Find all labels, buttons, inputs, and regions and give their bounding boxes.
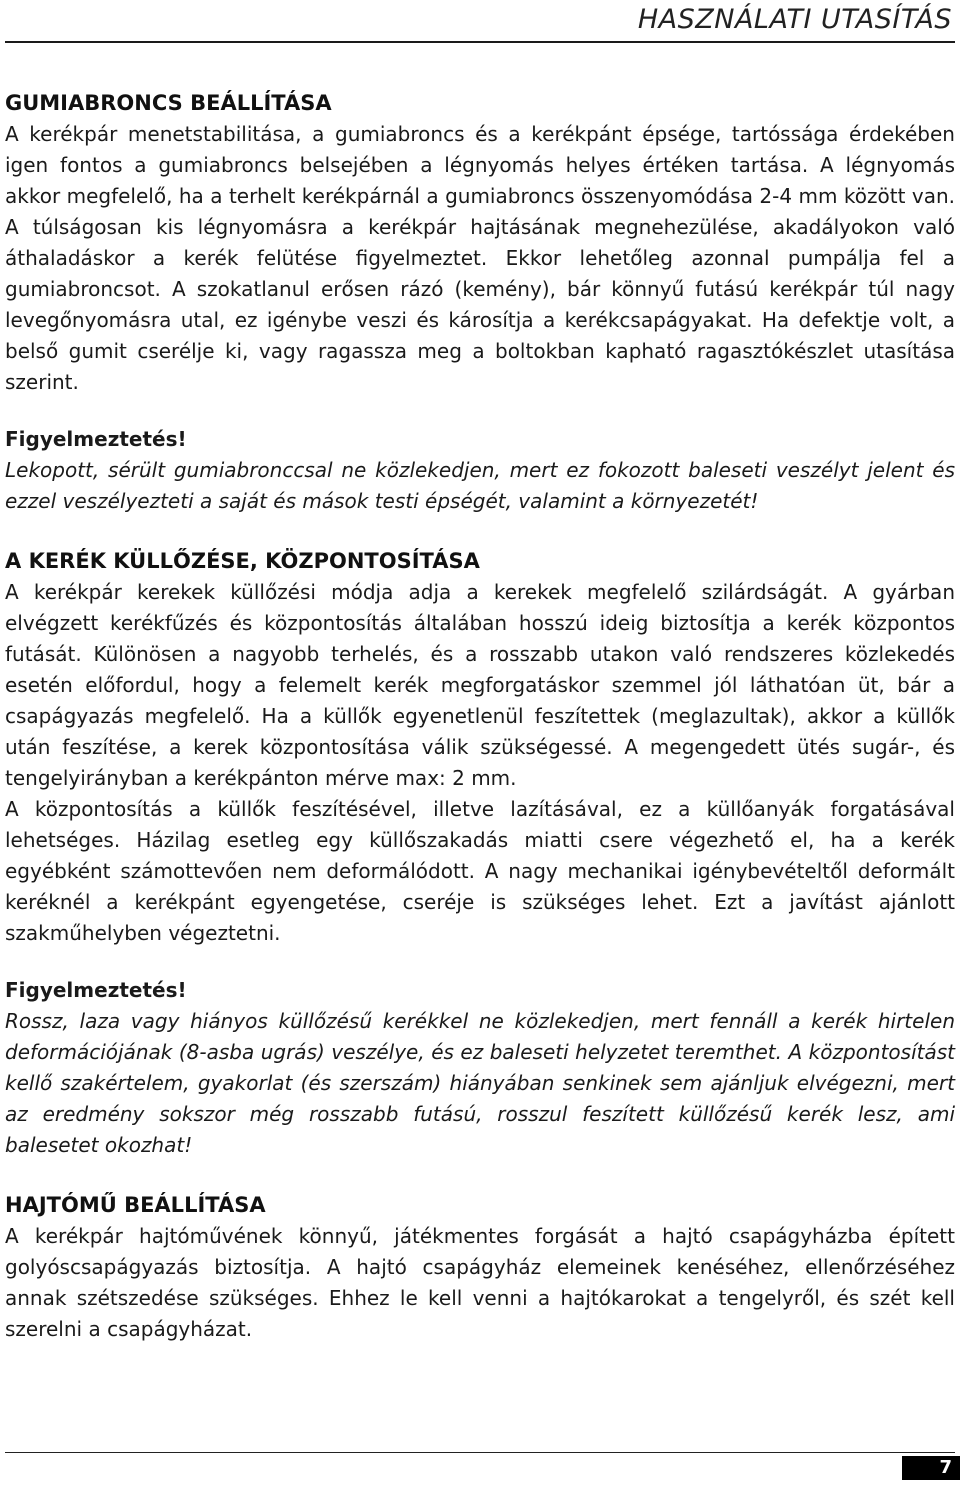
paragraph-tire: A kerékpár menetstabilitása, a gumiabroncs és a kerékpánt épsége, tartóssága érdekében igen fontos a gumiabroncs belsejében a légnyomás helyes értéken tartása. A légnyomás akkor megfelelő, ha a terhelt kerékpárnál a gumiabroncs összenyomódása 2-4 mm között van. A túlságosan kis légnyomásra a kerékpár hajtásának megnehezülése, akadályokon való áthaladáskor a kerék felütése figyelmeztet. Ekkor lehetőleg azonnal pumpálja fel a gumiabroncsot. A szokatlanul erősen rázó (kemény), bár könnyű futású kerékpár túl nagy levegőnyomásra utal, ez igénybe veszi és károsítja a kerékcsapágyakat. Ha defektje volt, a belső gumit cserélje ki, vagy ragassza meg a boltokban kapható ragasztókészlet utasítása szerint. (5, 122, 955, 394)
page-number: 7 (902, 1456, 960, 1480)
paragraph-spokes-2: A központosítás a küllők feszítésével, illetve lazításával, ez a küllőanyák forgatásával lehetséges. Házilag esetleg egy küllőszakadás miatti csere végezhető el, ha a kerék egyébként számottevően nem deformálódott. A nagy mechanikai igénybevételtől deformált keréknél a kerékpánt egyengetése, cseréje is szükséges lehet. Ezt a javítást ajánlott szakműhelyben végeztetni. (5, 797, 955, 945)
document-body (5, 88, 955, 1345)
page-header-title: HASZNÁLATI UTASÍTÁS (637, 4, 952, 35)
paragraph-spokes-1: A kerékpár kerekek küllőzési módja adja a kerekek megfelelő szilárdságát. A gyárban elvégzett kerékfűzés és központosítás általában hosszú ideig biztosítja a kerék központos futását. Különösen a nagyobb terhelés, és a rosszabb utakon való rendszeres közlekedés esetén előfordul, hogy a felemelt kerék megforgatáskor szemmel jól láthatóan üt, bár a csapágyazás megfelelő. Ha a küllők egyenetlenül feszítettek (meglazultak), akkor a küllők után feszítése, a kerek központosítása válik szükségessé. A megengedett ütés sugár-, és tengelyirányban a kerékpánton mérve max: 2 mm. (5, 580, 955, 790)
section-heading-drive: HAJTÓMŰ BEÁLLÍTÁSA (5, 1193, 266, 1217)
warning-title-tire: Figyelmeztetés! (5, 427, 187, 451)
section-heading-spokes: A KERÉK KÜLLŐZÉSE, KÖZPONTOSÍTÁSA (5, 549, 480, 573)
paragraph-drive: A kerékpár hajtóművének könnyű, játékmentes forgását a hajtó csapágyházba épített golyóscsapágyazás biztosítja. A hajtó csapágyház elemeinek kenéséhez, ellenőrzéséhez annak szétszedése szükséges. Ehhez le kell venni a hajtókarokat a tengelyről, és szét kell szerelni a csapágyházat. (5, 1224, 955, 1341)
warning-text-tire: Lekopott, sérült gumiabronccsal ne közlekedjen, mert ez fokozott baleseti veszélyt jelent és ezzel veszélyezteti a saját és mások testi épségét, valamint a környezetét! (5, 458, 955, 513)
warning-title-spokes: Figyelmeztetés! (5, 978, 187, 1002)
header-divider (5, 41, 955, 43)
warning-text-spokes: Rossz, laza vagy hiányos küllőzésű kerékkel ne közlekedjen, mert fennáll a kerék hirtelen deformációjának (8-asba ugrás) veszélye, és ez baleseti helyzetet teremthet. A központosítást kellő szakértelem, gyakorlat (és szerszám) hiányában senkinek sem ajánljuk elvégezni, mert az eredmény sokszor még rosszabb futású, rosszul feszített küllőzésű kerék lesz, ami balesetet okozhat! (5, 1009, 955, 1157)
footer-divider (5, 1452, 955, 1453)
section-heading-tire: GUMIABRONCS BEÁLLÍTÁSA (5, 91, 332, 115)
